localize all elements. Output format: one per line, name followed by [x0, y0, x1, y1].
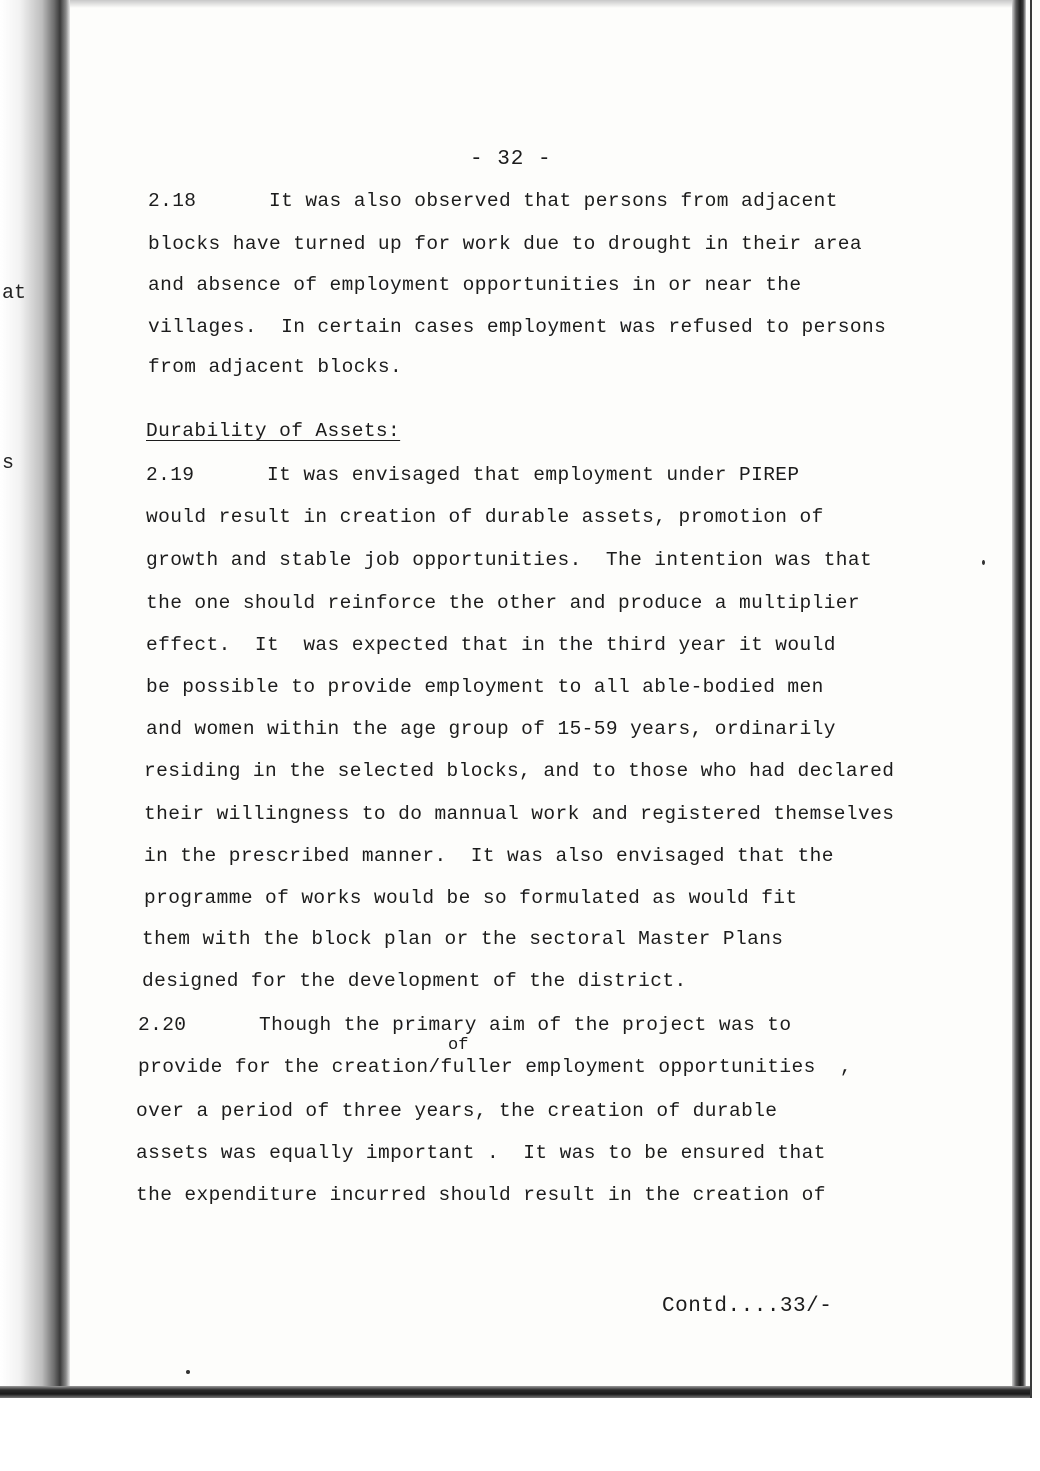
top-shadow — [60, 0, 1020, 8]
text-line: assets was equally important . It was to be ensured that — [136, 1142, 826, 1164]
ink-speck — [982, 560, 985, 565]
text-line: blocks have turned up for work due to drought in their area — [148, 233, 863, 255]
bottom-page-edge — [0, 1386, 1030, 1398]
text-line: the expenditure incurred should result in the creation of — [136, 1184, 826, 1206]
text-line: and absence of employment opportunities in or near the — [148, 274, 802, 296]
text-line: from adjacent blocks. — [148, 356, 403, 378]
right-border-line — [1030, 0, 1032, 1471]
text-line: programme of works would be so formulated as would fit — [144, 887, 798, 909]
text-line: the one should reinforce the other and produce a multiplier — [146, 592, 861, 614]
text-line: residing in the selected blocks, and to those who had declared — [144, 760, 895, 782]
continuation-note: Contd....33/- — [662, 1295, 833, 1318]
text-line: would result in creation of durable assets, promotion of — [146, 506, 824, 528]
text-line: 2.19 It was envisaged that employment under PIREP — [146, 464, 800, 486]
handwritten-insertion: of — [448, 1036, 469, 1055]
text-line: provide for the creation/fuller employment opportunities , — [138, 1056, 853, 1078]
text-line: over a period of three years, the creation of durable — [136, 1100, 778, 1122]
text-line: villages. In certain cases employment was refused to persons — [148, 316, 887, 338]
text-line: and women within the age group of 15-59 years, ordinarily — [146, 718, 836, 740]
text-line: effect. It was expected that in the third year it would — [146, 634, 836, 656]
text-line: growth and stable job opportunities. The intention was that — [146, 549, 873, 571]
ink-speck — [186, 1370, 190, 1374]
text-line: their willingness to do mannual work and registered themselves — [144, 803, 895, 825]
text-line: them with the block plan or the sectoral Master Plans — [142, 928, 784, 950]
right-page-edge — [1012, 0, 1026, 1398]
page-number: - 32 - — [470, 148, 552, 171]
text-line: 2.20 Though the primary aim of the project was to — [138, 1014, 792, 1036]
text-line: 2.18 It was also observed that persons from adjacent — [148, 190, 838, 212]
section-heading: Durability of Assets: — [146, 420, 401, 442]
margin-fragment-2: s — [2, 452, 15, 475]
margin-fragment-1: at — [2, 282, 27, 305]
text-line: designed for the development of the district. — [142, 970, 687, 992]
text-line: in the prescribed manner. It was also envisaged that the — [144, 845, 834, 867]
below-page-area — [0, 1398, 1040, 1471]
text-line: be possible to provide employment to all able-bodied men — [146, 676, 824, 698]
binding-gutter — [0, 0, 70, 1400]
